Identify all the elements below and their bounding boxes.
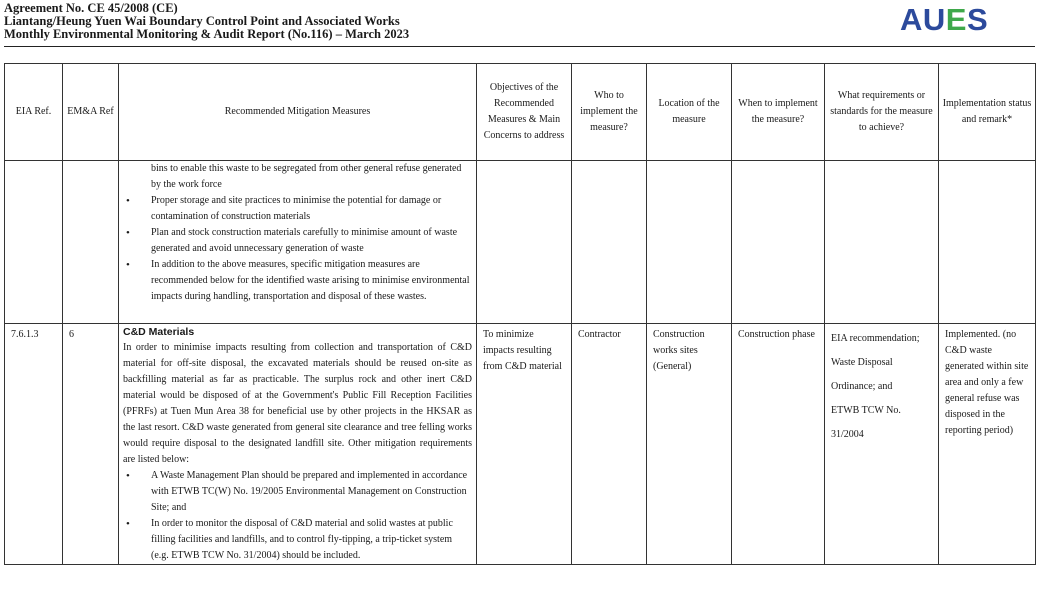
list-item: • A Waste Management Plan should be prepared and implemented in accordance with ETWB TC(W) No. 19/2005 Environmental Management on Construction Site; and [151,468,472,516]
section-paragraph: In order to minimise impacts resulting from collection and transportation of C&D material for off-site disposal, the excavated materials should be reused on-site as backfilling material as far as practicable. The surplus rock and other inert C&D material would be disposed of at the Government's Public Fill Reception Facilities (PFRFs) at Tuen Mun Area 38 for beneficial use by other projects in the HKSAR as the last resort. C&D waste generated from general site clearance and tree felling works would require disposal to the designated landfill site. Other mitigation requirements are listed below: [123,342,472,465]
bullet-list [123,193,472,305]
col-eia-ref: EIA Ref. [5,64,63,161]
when-cell: Construction phase [732,324,825,565]
report-header [4,2,409,41]
list-item: • In order to monitor the disposal of C&D material and solid wastes at public filling facilities and landfills, and to control fly-tipping, a trip-ticket system (e.g. ETWB TCW No. 31/2004) should be included. [151,516,472,564]
eia-ref-cell: 7.6.1.3 [5,324,63,565]
col-when: When to implement the measure? [732,64,825,161]
agreement-number: Agreement No. CE 45/2008 (CE) [4,1,178,15]
col-mitigation-measures: Recommended Mitigation Measures [119,64,477,161]
col-requirements: What requirements or standards for the measure to achieve? [825,64,939,161]
section-title: C&D Materials [123,326,195,338]
bullet-list [123,468,472,564]
list-item: • In addition to the above measures, specific mitigation measures are recommended below for the identified waste arising to minimise environmental impacts during handling, transportation and disposal of these wastes. [151,257,472,305]
col-ema-ref: EM&A Ref [63,64,119,161]
aues-logo [900,2,988,38]
report-title: Monthly Environmental Monitoring & Audit Report (No.116) – March 2023 [4,27,410,41]
mitigation-measures-cell [119,161,477,324]
requirement-item: EIA recommendation; [831,333,920,344]
objectives-cell: To minimize impacts resulting from C&D material [477,324,572,565]
logo-part-s: S [966,2,989,37]
table-header-row [5,64,1036,161]
list-item: • Plan and stock construction materials carefully to minimise amount of waste generated and avoid unnecessary generation of waste [151,225,472,257]
status-cell: Implemented. (no C&D waste generated within site area and only a few general refuse was disposed in the reporting period) [939,324,1036,565]
col-objectives: Objectives of the Recommended Measures & Main Concerns to address [477,64,572,161]
logo-part-e: E [945,2,967,37]
requirement-item: Waste Disposal Ordinance; and [831,357,893,392]
mitigation-measures-cell [119,324,477,565]
requirement-item: ETWB TCW No. 31/2004 [831,405,901,440]
table-row [5,324,1036,565]
project-title: Liantang/Heung Yuen Wai Boundary Control Point and Associated Works [4,14,400,28]
requirements-cell [825,324,939,565]
list-item: • Proper storage and site practices to minimise the potential for damage or contamination of construction materials [151,193,472,225]
mitigation-measures-table [4,63,1036,565]
col-status: Implementation status and remark* [939,64,1036,161]
col-location: Location of the measure [647,64,732,161]
logo-part-au: AU [900,2,946,37]
header-divider [4,46,1035,47]
col-who: Who to implement the measure? [572,64,647,161]
location-cell: Construction works sites (General) [647,324,732,565]
who-cell: Contractor [572,324,647,565]
ema-ref-cell: 6 [63,324,119,565]
continued-text: bins to enable this waste to be segregated from other general refuse generated by the work force [151,163,462,190]
table-row [5,161,1036,324]
